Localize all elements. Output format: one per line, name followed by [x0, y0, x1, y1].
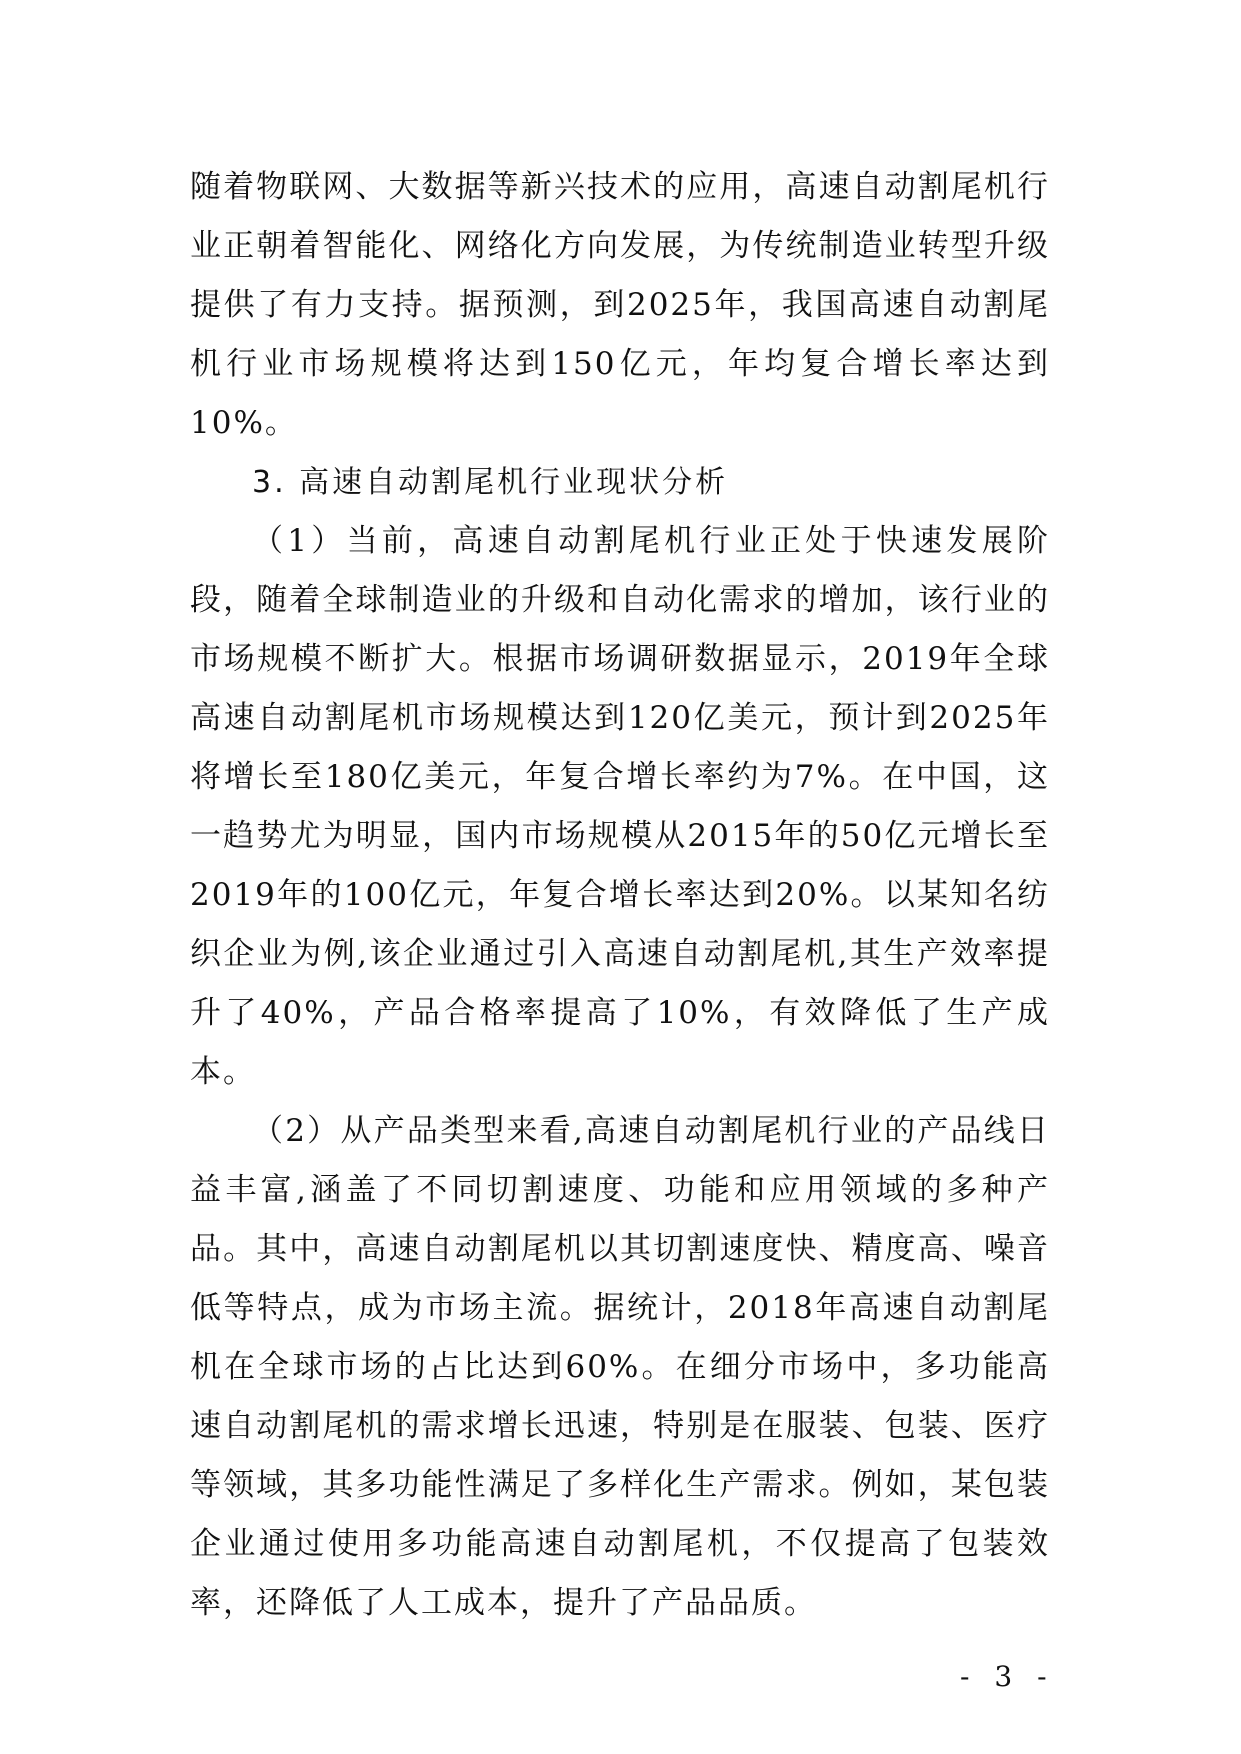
page-number: - 3 - [960, 1660, 1055, 1693]
document-body [190, 158, 1050, 1633]
paragraph-2: （2）从产品类型来看,高速自动割尾机行业的产品线日益丰富,涵盖了不同切割速度、功能和应用领域的多种产品。其中，高速自动割尾机以其切割速度快、精度高、噪音低等特点，成为市场主流。据统计，2018年高速自动割尾机在全球市场的占比达到60%。在细分市场中，多功能高速自动割尾机的需求增长迅速，特别是在服装、包装、医疗等领域，其多功能性满足了多样化生产需求。例如，某包装企业通过使用多功能高速自动割尾机，不仅提高了包装效率，还降低了人工成本，提升了产品品质。 [190, 1113, 1050, 1621]
paragraph-continuation: 随着物联网、大数据等新兴技术的应用，高速自动割尾机行业正朝着智能化、网络化方向发展，为传统制造业转型升级提供了有力支持。据预测，到2025年，我国高速自动割尾机行业市场规模将达到150亿元，年均复合增长率达到10%。 [190, 169, 1050, 441]
paragraph-1: （1）当前，高速自动割尾机行业正处于快速发展阶段，随着全球制造业的升级和自动化需求的增加，该行业的市场规模不断扩大。根据市场调研数据显示，2019年全球高速自动割尾机市场规模达到120亿美元，预计到2025年将增长至180亿美元，年复合增长率约为7%。在中国，这一趋势尤为明显，国内市场规模从2015年的50亿元增长至2019年的100亿元，年复合增长率达到20%。以某知名纺织企业为例,该企业通过引入高速自动割尾机,其生产效率提升了40%，产品合格率提高了10%，有效降低了生产成本。 [190, 523, 1050, 1090]
section-heading: 3. 高速自动割尾机行业现状分析 [252, 465, 729, 500]
